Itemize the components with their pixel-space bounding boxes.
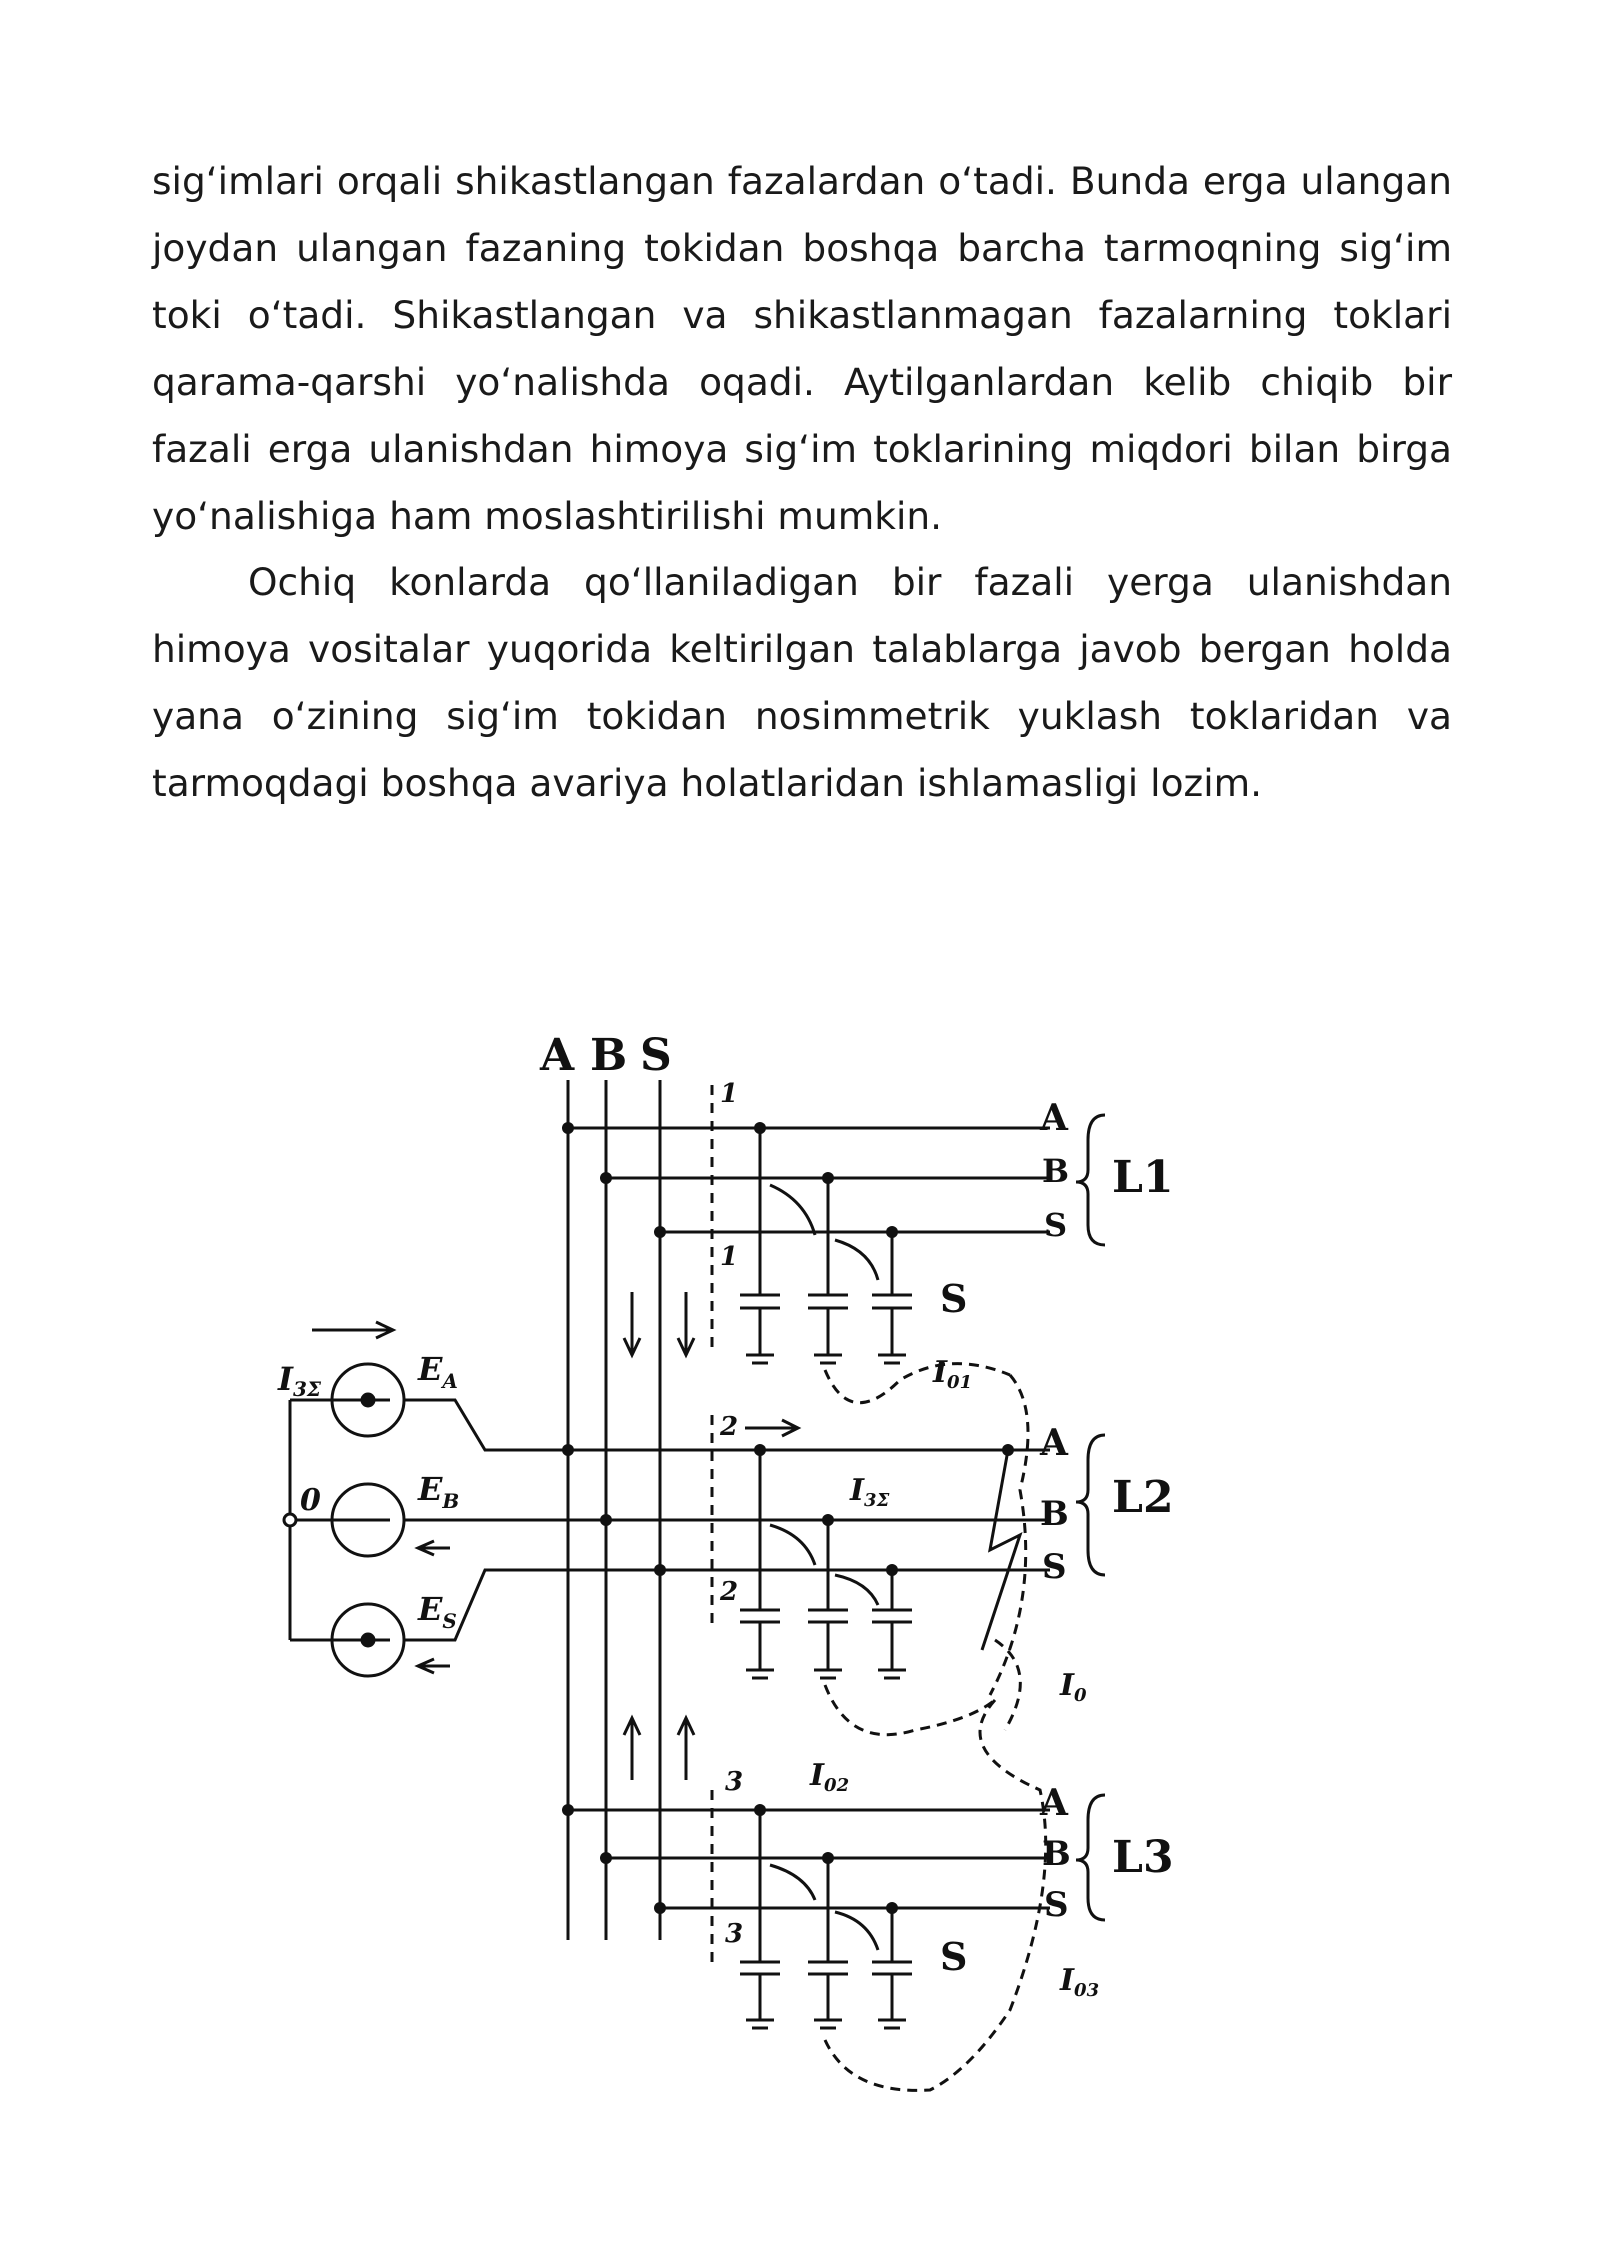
l1-phase-b: B <box>1042 1152 1070 1190</box>
l3-phase-s: S <box>1044 1885 1069 1925</box>
section-1-bottom: 1 <box>720 1242 739 1272</box>
l1-phase-s: S <box>1044 1206 1068 1244</box>
es-label: $E_S$ <box>418 1590 457 1633</box>
current-i03-label: $I_{03}$ <box>1060 1963 1100 2001</box>
bus-label-s: S <box>640 1030 672 1081</box>
l3-label: L3 <box>1112 1832 1174 1883</box>
body-text <box>152 148 1452 817</box>
section-2-top: 2 <box>720 1412 739 1442</box>
l1-label: L1 <box>1112 1152 1174 1203</box>
section-3-top: 3 <box>725 1767 744 1797</box>
circuit-diagram-svg <box>250 1030 1230 2140</box>
l2-label: L2 <box>1112 1472 1174 1523</box>
capacitor-label-s1: S <box>940 1276 968 1321</box>
section-2-bottom: 2 <box>720 1577 739 1607</box>
l3-phase-a: A <box>1040 1782 1068 1824</box>
capacitor-label-s3: S <box>940 1934 968 1979</box>
paragraph-1: sig‘imlari orqali shikastlangan fazalardan o‘tadi. Bunda erga ulangan joydan ulangan fazaning tokidan boshqa barcha tarmoqning sig‘im toki o‘tadi. Shikastlangan va shikastlanmagan fazalarning toklari qarama-qarshi yo‘nalishda oqadi. Aytilganlardan kelib chiqib bir fazali erga ulanishdan himoya sig‘im toklarining miqdori bilan birga yo‘nalishiga ham moslashtirilishi mumkin. <box>152 159 1452 538</box>
paragraph-2: Ochiq konlarda qo‘llaniladigan bir fazali yerga ulanishdan himoya vositalar yuqorida keltirilgan talablarga javob bergan holda yana o‘zining sig‘im tokidan nosimmetrik yuklash toklaridan va tarmoqdagi boshqa avariya holatlaridan ishlamasligi lozim. <box>152 560 1452 806</box>
bus-label-b: B <box>590 1030 628 1081</box>
circuit-diagram <box>250 1030 1230 2140</box>
total-current-label: I3Σ <box>278 1360 322 1401</box>
current-i3s-label: $I_{3\Sigma}$ <box>850 1473 890 1511</box>
l2-phase-b: B <box>1040 1494 1069 1534</box>
bus-label-a: A <box>540 1030 575 1081</box>
l3-phase-b: B <box>1042 1834 1071 1874</box>
l2-phase-a: A <box>1040 1422 1068 1464</box>
neutral-label: 0 <box>300 1483 321 1518</box>
l2-phase-s: S <box>1042 1547 1067 1587</box>
section-1-top: 1 <box>720 1079 739 1109</box>
section-3-bottom: 3 <box>725 1919 744 1949</box>
eb-label: $E_B$ <box>418 1470 460 1513</box>
ea-label: $E_A$ <box>418 1350 458 1393</box>
current-i02-label: $I_{02}$ <box>810 1758 850 1796</box>
l1-phase-a: A <box>1040 1097 1068 1139</box>
current-i01-label: $I_{01}$ <box>933 1355 973 1393</box>
current-i0-label: $I_0$ <box>1060 1668 1087 1706</box>
